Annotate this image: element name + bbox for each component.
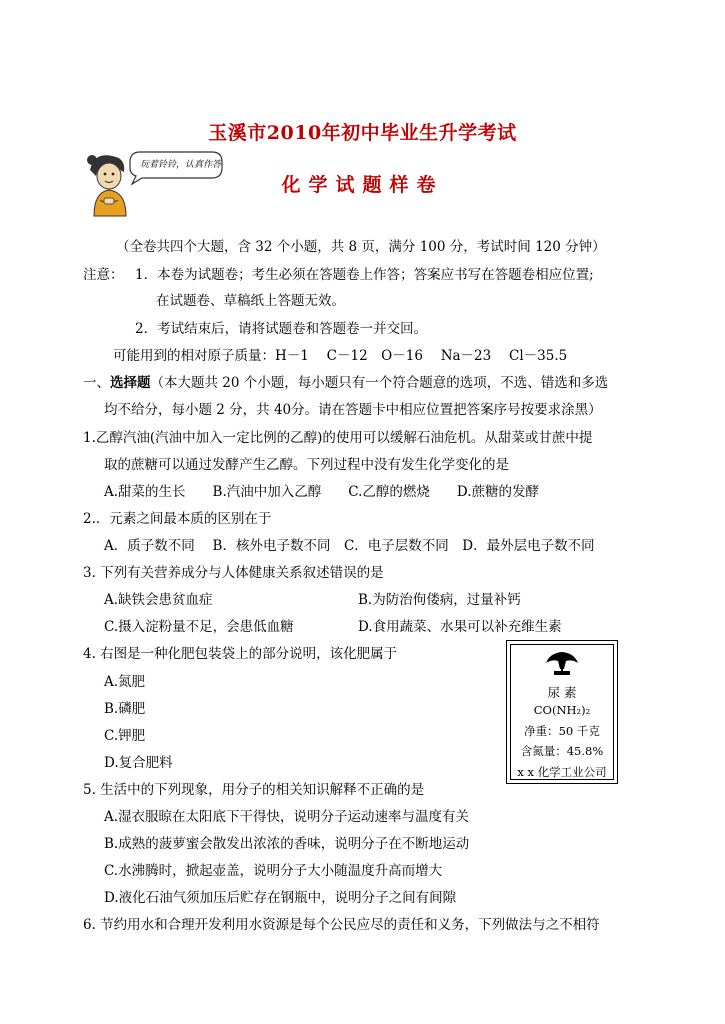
exam-summary: （全卷共四个大题，含 32 个小题，共 8 页，满分 100 分，考试时间 120 分钟）	[116, 239, 606, 255]
fertilizer-nitrogen-content: 含氮量：45.8%	[520, 744, 604, 758]
fertilizer-name: 尿 素	[547, 685, 577, 700]
question-4: 4. 右图是一种化肥包装袋上的部分说明，该化肥属于	[83, 646, 398, 662]
section-title: 选择题	[110, 375, 151, 391]
fertilizer-formula: CO(NH₂)₂	[533, 703, 591, 717]
question-4-option-c: C.钾肥	[104, 728, 146, 744]
question-3-option-b: B.为防治佝偻病，过量补钙	[358, 592, 521, 608]
exam-subtitle: 化学试题样卷	[281, 174, 444, 196]
atomic-mass-info: 可能用到的相对原子质量：H－1 C－12 O－16 Na－23 Cl－35.5	[113, 348, 568, 364]
question-1-options: A.甜菜的生长 B.汽油中加入乙醇 C.乙醇的燃烧 D.蔗糖的发酵	[104, 484, 540, 500]
section-number: 一、	[83, 375, 110, 391]
question-5-option-c: C.水沸腾时，掀起壶盖，说明分子大小随温度升高而增大	[104, 863, 443, 879]
section-description-cont: 均不给分，每小题 2 分，共 40分。请在答题卡中相应位置把答案序号按要求涂黑）	[104, 402, 602, 418]
question-3-option-a: A.缺铁会患贫血症	[104, 592, 213, 608]
question-6: 6. 节约用水和合理开发利用水资源是每个公民应尽的责任和义务，下列做法与之不相符	[83, 917, 600, 933]
question-4-option-a: A.氮肥	[104, 674, 146, 690]
exam-title: 玉溪市2010年初中毕业生升学考试	[208, 122, 517, 144]
question-1: 1.乙醇汽油(汽油中加入一定比例的乙醇)的使用可以缓解石油危机。从甜菜或甘蔗中提	[83, 430, 593, 446]
question-1-cont: 取的蔗糖可以通过发酵产生乙醇。下列过程中没有发生化学变化的是	[104, 457, 509, 473]
fertilizer-net-weight: 净重：50 千克	[524, 724, 600, 738]
question-5-option-d: D.液化石油气须加压后贮存在钢瓶中，说明分子之间有间隙	[104, 890, 457, 906]
section-description: （本大题共 20 个小题，每小题只有一个符合题意的选项，不选、错选和多选	[150, 375, 609, 391]
mascot-illustration	[80, 148, 230, 218]
section-heading	[83, 374, 608, 392]
question-3: 3. 下列有关营养成分与人体健康关系叙述错误的是	[83, 565, 384, 581]
question-4-option-b: B.磷肥	[104, 701, 146, 717]
question-3-option-d: D.食用蔬菜、水果可以补充维生素	[358, 619, 562, 635]
question-4-option-d: D.复合肥料	[104, 755, 173, 771]
question-3-option-c: C.摄入淀粉量不足，会患低血糖	[104, 619, 294, 635]
notice-label: 注意：	[83, 267, 124, 283]
question-5-option-b: B.成熟的菠萝蜜会散发出浓浓的香味，说明分子在不断地运动	[104, 836, 470, 852]
question-5-option-a: A.湿衣服晾在太阳底下干得快，说明分子运动速率与温度有关	[104, 809, 470, 825]
question-2-options: A．质子数不同 B．核外电子数不同 C．电子层数不同 D．最外层电子数不同	[104, 538, 595, 554]
notice-item-1: 1．本卷为试题卷；考生必须在答题卷上作答；答案应书写在答题卷相应位置;	[135, 267, 594, 283]
fertilizer-company: x x 化学工业公司	[517, 765, 607, 779]
fertilizer-label	[506, 640, 618, 784]
mascot-speech-text: 玩着铃铃，认真作答	[140, 160, 222, 170]
notice-item-1-cont: 在试题卷、草稿纸上答题无效。	[156, 293, 345, 309]
question-5: 5. 生活中的下列现象，用分子的相关知识解释不正确的是	[83, 782, 425, 798]
fertilizer-logo-icon	[511, 649, 613, 680]
notice-item-2: 2．考试结束后，请将试题卷和答题卷一并交回。	[135, 321, 428, 337]
question-2: 2.．元素之间最本质的区别在于	[83, 511, 272, 527]
